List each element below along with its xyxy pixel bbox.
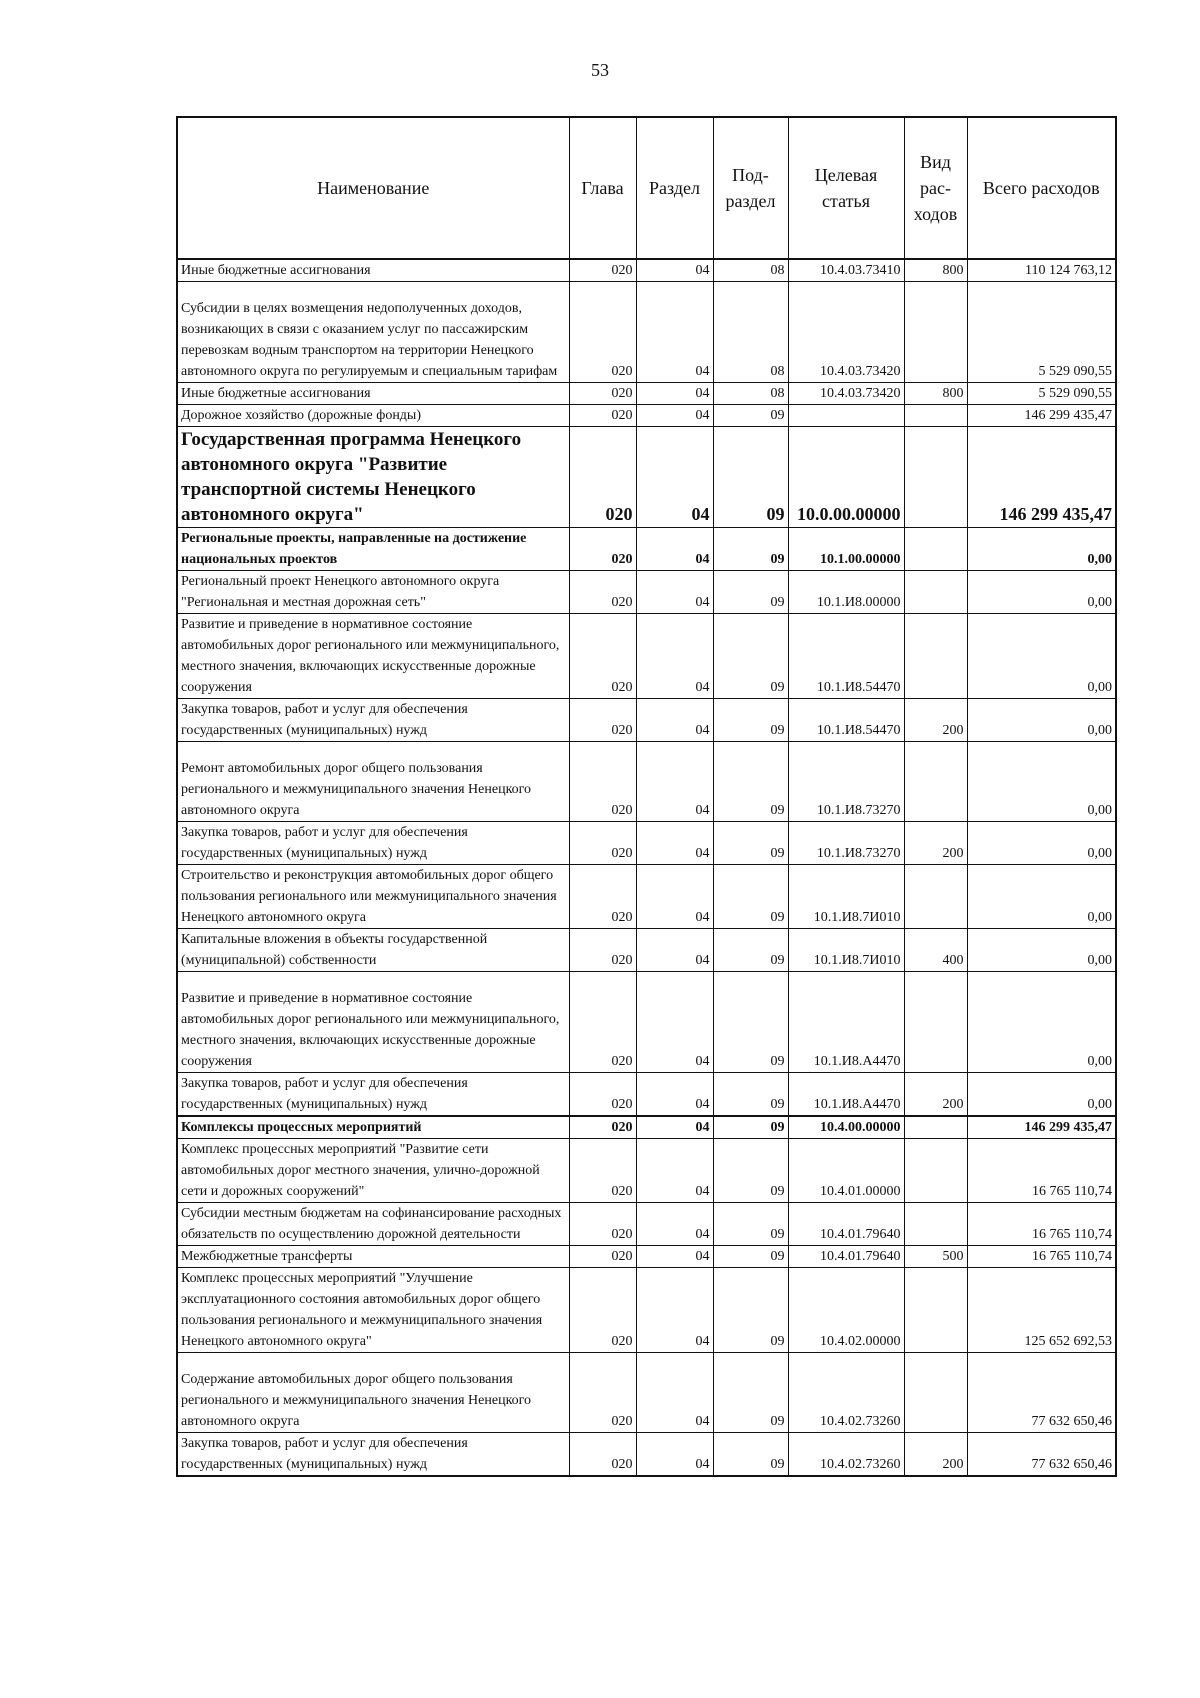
table-row — [177, 822, 1116, 865]
cell-section: 04 — [636, 1139, 713, 1203]
cell-total: 16 765 110,74 — [967, 1203, 1116, 1246]
table-row — [177, 1433, 1116, 1477]
budget-table — [176, 116, 1117, 1477]
cell-subsection: 09 — [713, 1433, 788, 1477]
cell-chapter: 020 — [569, 699, 636, 742]
table-row — [177, 742, 1116, 822]
cell-section: 04 — [636, 1353, 713, 1433]
cell-name: Субсидии местным бюджетам на софинансирование расходных обязательств по осуществлению дорожной деятельности — [177, 1203, 569, 1246]
cell-target-article: 10.1.И8.54470 — [788, 614, 904, 699]
cell-chapter: 020 — [569, 282, 636, 383]
cell-target-article: 10.1.И8.73270 — [788, 742, 904, 822]
cell-section: 04 — [636, 742, 713, 822]
table-row — [177, 1203, 1116, 1246]
cell-chapter: 020 — [569, 259, 636, 282]
header-subsection: Под-раздел — [713, 117, 788, 259]
cell-target-article: 10.4.03.73420 — [788, 383, 904, 405]
cell-expense-type — [904, 614, 967, 699]
cell-name: Субсидии в целях возмещения недополученных доходов, возникающих в связи с оказанием услуг по пассажирским перевозкам водным транспортом на территории Ненецкого автономного округа по регулируемым и специальным тарифам — [177, 282, 569, 383]
cell-total: 0,00 — [967, 929, 1116, 972]
table-row — [177, 614, 1116, 699]
cell-expense-type — [904, 427, 967, 528]
cell-chapter: 020 — [569, 528, 636, 571]
table-row — [177, 865, 1116, 929]
cell-name: Закупка товаров, работ и услуг для обеспечения государственных (муниципальных) нужд — [177, 822, 569, 865]
cell-name: Межбюджетные трансферты — [177, 1246, 569, 1268]
cell-expense-type — [904, 972, 967, 1073]
header-chapter: Глава — [569, 117, 636, 259]
cell-chapter: 020 — [569, 383, 636, 405]
cell-target-article: 10.1.00.00000 — [788, 528, 904, 571]
cell-total: 146 299 435,47 — [967, 405, 1116, 427]
cell-name: Закупка товаров, работ и услуг для обеспечения государственных (муниципальных) нужд — [177, 1073, 569, 1117]
cell-total: 5 529 090,55 — [967, 383, 1116, 405]
cell-target-article: 10.4.03.73410 — [788, 259, 904, 282]
table-row — [177, 405, 1116, 427]
cell-target-article: 10.4.01.00000 — [788, 1139, 904, 1203]
cell-name: Комплекс процессных мероприятий "Улучшение эксплуатационного состояния автомобильных дорог общего пользования регионального и межмуниципального значения Ненецкого автономного округа" — [177, 1268, 569, 1353]
cell-chapter: 020 — [569, 1203, 636, 1246]
table-row — [177, 1116, 1116, 1139]
table-row — [177, 571, 1116, 614]
cell-subsection: 09 — [713, 1246, 788, 1268]
cell-name: Закупка товаров, работ и услуг для обеспечения государственных (муниципальных) нужд — [177, 699, 569, 742]
cell-total: 0,00 — [967, 528, 1116, 571]
cell-total: 16 765 110,74 — [967, 1139, 1116, 1203]
cell-target-article: 10.4.01.79640 — [788, 1246, 904, 1268]
cell-subsection: 09 — [713, 1116, 788, 1139]
cell-expense-type: 500 — [904, 1246, 967, 1268]
cell-chapter: 020 — [569, 1139, 636, 1203]
cell-target-article: 10.4.02.73260 — [788, 1353, 904, 1433]
cell-name: Содержание автомобильных дорог общего пользования регионального и межмуниципального значения Ненецкого автономного округа — [177, 1353, 569, 1433]
cell-name: Развитие и приведение в нормативное состояние автомобильных дорог регионального или межмуниципального, местного значения, включающих искусственные дорожные сооружения — [177, 614, 569, 699]
cell-section: 04 — [636, 1433, 713, 1477]
cell-target-article: 10.1.И8.54470 — [788, 699, 904, 742]
cell-total: 146 299 435,47 — [967, 1116, 1116, 1139]
cell-chapter: 020 — [569, 929, 636, 972]
table-row — [177, 1353, 1116, 1433]
cell-chapter: 020 — [569, 742, 636, 822]
cell-section: 04 — [636, 1073, 713, 1117]
cell-chapter: 020 — [569, 972, 636, 1073]
table-row — [177, 1073, 1116, 1117]
table-row — [177, 528, 1116, 571]
header-section: Раздел — [636, 117, 713, 259]
cell-subsection: 09 — [713, 822, 788, 865]
cell-subsection: 09 — [713, 742, 788, 822]
cell-section: 04 — [636, 822, 713, 865]
cell-expense-type: 800 — [904, 383, 967, 405]
cell-total: 110 124 763,12 — [967, 259, 1116, 282]
header-expense-type: Вид рас-ходов — [904, 117, 967, 259]
cell-total: 0,00 — [967, 742, 1116, 822]
cell-chapter: 020 — [569, 1268, 636, 1353]
cell-total: 77 632 650,46 — [967, 1353, 1116, 1433]
cell-chapter: 020 — [569, 1116, 636, 1139]
cell-subsection: 09 — [713, 614, 788, 699]
cell-section: 04 — [636, 282, 713, 383]
cell-expense-type — [904, 742, 967, 822]
cell-name: Капитальные вложения в объекты государственной (муниципальной) собственности — [177, 929, 569, 972]
cell-section: 04 — [636, 427, 713, 528]
table-row — [177, 972, 1116, 1073]
cell-chapter: 020 — [569, 614, 636, 699]
cell-total: 0,00 — [967, 1073, 1116, 1117]
cell-section: 04 — [636, 699, 713, 742]
cell-target-article: 10.1.И8.7И010 — [788, 865, 904, 929]
cell-subsection: 09 — [713, 929, 788, 972]
cell-total: 16 765 110,74 — [967, 1246, 1116, 1268]
header-target-article: Целевая статья — [788, 117, 904, 259]
cell-subsection: 09 — [713, 528, 788, 571]
cell-target-article: 10.4.02.00000 — [788, 1268, 904, 1353]
cell-expense-type: 200 — [904, 822, 967, 865]
cell-chapter: 020 — [569, 1246, 636, 1268]
table-row — [177, 427, 1116, 528]
table-row — [177, 699, 1116, 742]
cell-subsection: 08 — [713, 282, 788, 383]
table-header-row — [177, 117, 1116, 259]
cell-subsection: 09 — [713, 1073, 788, 1117]
cell-target-article: 10.1.И8.А4470 — [788, 972, 904, 1073]
cell-chapter: 020 — [569, 427, 636, 528]
cell-subsection: 09 — [713, 1203, 788, 1246]
cell-expense-type: 400 — [904, 929, 967, 972]
cell-section: 04 — [636, 571, 713, 614]
table-row — [177, 1139, 1116, 1203]
cell-section: 04 — [636, 405, 713, 427]
cell-name: Комплекс процессных мероприятий "Развитие сети автомобильных дорог местного значения, улично-дорожной сети и дорожных сооружений" — [177, 1139, 569, 1203]
cell-expense-type — [904, 571, 967, 614]
cell-total: 0,00 — [967, 865, 1116, 929]
cell-name: Закупка товаров, работ и услуг для обеспечения государственных (муниципальных) нужд — [177, 1433, 569, 1477]
cell-expense-type — [904, 1116, 967, 1139]
cell-name: Государственная программа Ненецкого автономного округа "Развитие транспортной системы Ненецкого автономного округа" — [177, 427, 569, 528]
cell-total: 0,00 — [967, 822, 1116, 865]
cell-expense-type — [904, 1353, 967, 1433]
cell-target-article: 10.4.03.73420 — [788, 282, 904, 383]
cell-total: 0,00 — [967, 972, 1116, 1073]
cell-chapter: 020 — [569, 865, 636, 929]
table-row — [177, 929, 1116, 972]
cell-chapter: 020 — [569, 571, 636, 614]
cell-name: Региональные проекты, направленные на достижение национальных проектов — [177, 528, 569, 571]
cell-subsection: 09 — [713, 1353, 788, 1433]
cell-expense-type — [904, 282, 967, 383]
cell-expense-type — [904, 528, 967, 571]
cell-expense-type: 200 — [904, 1073, 967, 1117]
table-row — [177, 259, 1116, 282]
cell-subsection: 09 — [713, 1268, 788, 1353]
cell-subsection: 09 — [713, 699, 788, 742]
cell-total: 0,00 — [967, 614, 1116, 699]
cell-expense-type: 800 — [904, 259, 967, 282]
cell-target-article: 10.1.И8.7И010 — [788, 929, 904, 972]
page-number: 53 — [591, 60, 609, 80]
cell-name: Комплексы процессных мероприятий — [177, 1116, 569, 1139]
cell-subsection: 08 — [713, 259, 788, 282]
cell-target-article: 10.0.00.00000 — [788, 427, 904, 528]
cell-expense-type — [904, 405, 967, 427]
cell-name: Иные бюджетные ассигнования — [177, 259, 569, 282]
cell-section: 04 — [636, 972, 713, 1073]
table-row — [177, 1268, 1116, 1353]
cell-section: 04 — [636, 1268, 713, 1353]
cell-total: 0,00 — [967, 571, 1116, 614]
cell-target-article: 10.1.И8.А4470 — [788, 1073, 904, 1117]
cell-subsection: 09 — [713, 865, 788, 929]
cell-target-article: 10.1.И8.00000 — [788, 571, 904, 614]
cell-subsection: 09 — [713, 972, 788, 1073]
cell-expense-type — [904, 1203, 967, 1246]
cell-section: 04 — [636, 259, 713, 282]
cell-expense-type — [904, 1268, 967, 1353]
cell-subsection: 08 — [713, 383, 788, 405]
cell-name: Региональный проект Ненецкого автономного округа "Региональная и местная дорожная сеть" — [177, 571, 569, 614]
table-row — [177, 282, 1116, 383]
cell-total: 146 299 435,47 — [967, 427, 1116, 528]
cell-target-article: 10.4.02.73260 — [788, 1433, 904, 1477]
header-name: Наименование — [177, 117, 569, 259]
cell-subsection: 09 — [713, 1139, 788, 1203]
cell-chapter: 020 — [569, 1353, 636, 1433]
cell-target-article: 10.1.И8.73270 — [788, 822, 904, 865]
cell-name: Строительство и реконструкция автомобильных дорог общего пользования регионального или межмуниципального значения Ненецкого автономного округа — [177, 865, 569, 929]
cell-section: 04 — [636, 1246, 713, 1268]
cell-total: 0,00 — [967, 699, 1116, 742]
cell-section: 04 — [636, 1203, 713, 1246]
cell-target-article — [788, 405, 904, 427]
header-total: Всего расходов — [967, 117, 1116, 259]
cell-name: Иные бюджетные ассигнования — [177, 383, 569, 405]
cell-subsection: 09 — [713, 571, 788, 614]
cell-target-article: 10.4.00.00000 — [788, 1116, 904, 1139]
cell-section: 04 — [636, 929, 713, 972]
cell-expense-type — [904, 1139, 967, 1203]
cell-name: Развитие и приведение в нормативное состояние автомобильных дорог регионального или межмуниципального, местного значения, включающих искусственные дорожные сооружения — [177, 972, 569, 1073]
cell-name: Дорожное хозяйство (дорожные фонды) — [177, 405, 569, 427]
cell-section: 04 — [636, 865, 713, 929]
cell-expense-type: 200 — [904, 1433, 967, 1477]
cell-name: Ремонт автомобильных дорог общего пользования регионального и межмуниципального значения Ненецкого автономного округа — [177, 742, 569, 822]
cell-chapter: 020 — [569, 405, 636, 427]
cell-section: 04 — [636, 528, 713, 571]
cell-section: 04 — [636, 614, 713, 699]
cell-chapter: 020 — [569, 822, 636, 865]
cell-expense-type: 200 — [904, 699, 967, 742]
cell-expense-type — [904, 865, 967, 929]
cell-total: 5 529 090,55 — [967, 282, 1116, 383]
table-row — [177, 383, 1116, 405]
cell-section: 04 — [636, 1116, 713, 1139]
cell-subsection: 09 — [713, 405, 788, 427]
cell-subsection: 09 — [713, 427, 788, 528]
cell-total: 77 632 650,46 — [967, 1433, 1116, 1477]
cell-chapter: 020 — [569, 1433, 636, 1477]
table-row — [177, 1246, 1116, 1268]
cell-section: 04 — [636, 383, 713, 405]
cell-target-article: 10.4.01.79640 — [788, 1203, 904, 1246]
table-body — [177, 259, 1116, 1476]
cell-chapter: 020 — [569, 1073, 636, 1117]
cell-total: 125 652 692,53 — [967, 1268, 1116, 1353]
